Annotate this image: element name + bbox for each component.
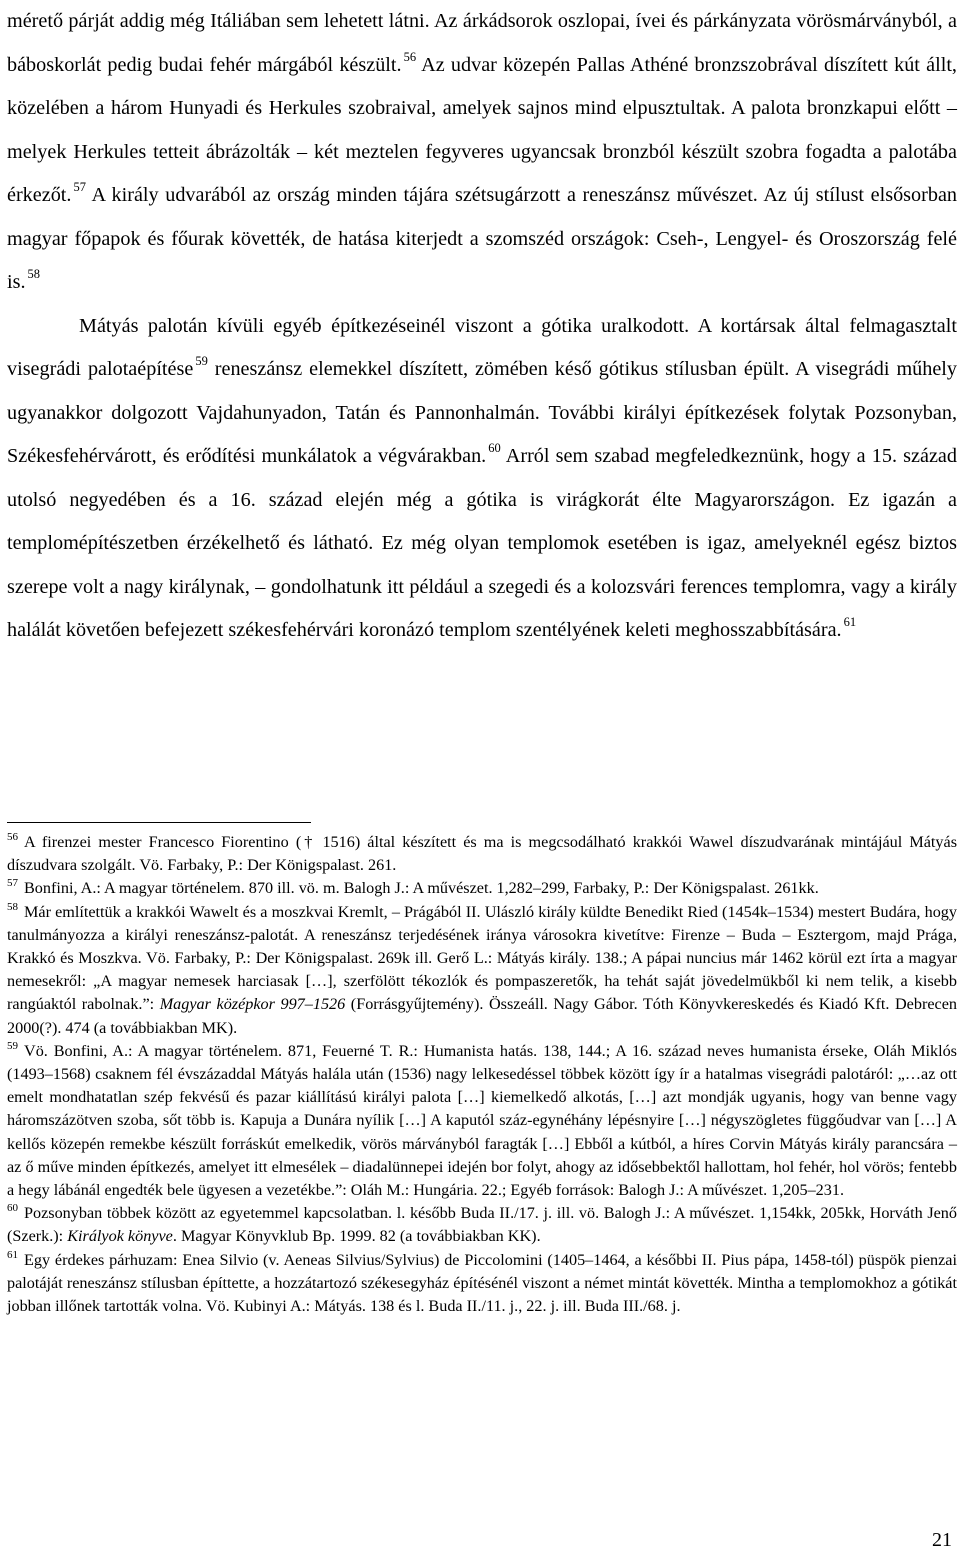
body-text-run: Arról sem szabad megfeledkeznünk, hogy a 15. század utolsó negyedében és a 16. század elején még a gótika is virágkorát élte Magyarországon. Ez igazán a templomépítészetben érzékelhető és látható. Ez még olyan templomok esetében is igaz, amelyeknél egész biztos szerepe volt a nagy királynak, – gondolhatunk itt például a szegedi és a kolozsvári ferences templomra, vagy a király halálát követően befejezett székesfehérvári koronázó templom szentélyének keleti meghosszabbítására. bbox=[7, 445, 957, 641]
footnote-book-title: Magyar középkor 997–1526 bbox=[159, 995, 346, 1014]
footnote-ref-56[interactable]: 56 bbox=[403, 49, 417, 64]
footnote-ref-60[interactable]: 60 bbox=[488, 441, 501, 455]
body-text-run: reneszánsz elemekkel díszített, zömében késő gótikus stílusban épült. A visegrádi műhely ugyanakkor dolgozott Vajdahunyadon, Tatán és Pannonhalmán. További királyi építkezések folytak Pozsonyban, Székesfehérvárott, és erődítési munkálatok a végvárakban. bbox=[7, 358, 958, 467]
paragraph bbox=[7, 0, 957, 305]
footnote-ref-61[interactable]: 61 bbox=[843, 615, 857, 629]
body-text-run: Mátyás palotán kívüli egyéb építkezéseinél viszont a gótika uralkodott. A kortársak által felmagasztalt visegrádi palotaépítése bbox=[7, 314, 957, 380]
footnote-57 bbox=[7, 877, 957, 900]
footnote-ref-57[interactable]: 57 bbox=[73, 180, 86, 194]
document-page bbox=[7, 0, 958, 1551]
footnote-number: 59 bbox=[7, 1039, 18, 1052]
footnote-ref-59[interactable]: 59 bbox=[195, 354, 208, 368]
footnote-separator bbox=[7, 822, 311, 823]
footnote-number: 60 bbox=[7, 1202, 18, 1215]
body-text-run: mérető párját addig még Itáliában sem lehetett látni. Az árkádsorok oszlopai, ívei és párkányzata vörösmárványból, a báboskorlát pedig budai fehér márgából készült. bbox=[7, 10, 957, 76]
footnote-text: A firenzei mester Francesco Fiorentino († 1516) által készített és ma is megcsodálható krakkói Wawel díszudvarának mintájául Mátyás díszudvara szolgált. Vö. Farbaky, P.: Der Königspalast. 261. bbox=[7, 833, 957, 875]
footnote-59 bbox=[7, 1040, 957, 1202]
footnote-56 bbox=[7, 831, 957, 877]
footnote-ref-58[interactable]: 58 bbox=[27, 267, 41, 281]
main-text bbox=[7, 0, 957, 653]
footnote-58 bbox=[7, 901, 957, 1040]
footnote-text: Egy érdekes párhuzam: Enea Silvio (v. Aeneas Silvius/Sylvius) de Piccolomini (1405–1464, a későbbi II. Pius pápa, 1458-tól) püspök pienzai palotáját reneszánsz stílusban építtette, a hozzátartozó székesegyház építésénél viszont a német mintát követték. Mintha a templomokhoz a gótikát jobban illőnek tartották volna. Vö. Kubinyi A.: Mátyás. 138 és l. Buda II./11. j., 22. j. ill. Buda III./68. j. bbox=[7, 1250, 957, 1316]
footnote-number: 58 bbox=[7, 900, 18, 913]
footnote-number: 57 bbox=[7, 877, 18, 890]
footnote-text: Pozsonyban többek között az egyetemmel kapcsolatban. l. később Buda II./17. j. ill. vö. Balogh J.: A művészet. 1,154kk, 205kk, Horváth Jenő (Szerk.): bbox=[7, 1204, 957, 1246]
footnote-text: Bonfini, A.: A magyar történelem. 870 ill. vö. m. Balogh J.: A művészet. 1,282–299, Farbaky, P.: Der Königspalast. 261kk. bbox=[24, 879, 819, 898]
footnote-60 bbox=[7, 1202, 957, 1248]
paragraph bbox=[7, 305, 957, 653]
page-number: 21 bbox=[932, 1529, 952, 1551]
footnote-text: Vö. Bonfini, A.: A magyar történelem. 871, Feuerné T. R.: Humanista hatás. 138, 144.; A 16. század neves humanista érseke, Oláh Miklós (1493–1568) csaknem fél évszázaddal Mátyás halála után (1536) nagy lelkesedéssel többek között így ír a hatalmas visegrádi palotáról: „…az ott emelt mondhatatlan szép fekvésű és pazar kiállítású királyi palota […] kiemelkedő alkotás, […] azt mondják ugyanis, hogy van benne vagy háromszázötven szoba, sőt több is. Kapuja a Dunára nyílik […] A kaputól száz-egynéhány lépésnyire […] négyszögletes függőudvar van […] A kellős közepén remekbe készült forráskút emelkedik, vörös márványból faragták […] Ebből a kútból, a híres Corvin Mátyás király parancsára – az ő műve minden építkezés, amelyet itt elmesélek – diadalünnepei idején bor folyt, ahogy az idősebbektől hallottam, hol fehér, hol vörös; fentebb a hegy lábánál engedték bele ügyesen a vezetékbe.”: Oláh M.: Hungária. 22.; Egyéb források: Balogh J.: A művészet. 1,205–231. bbox=[7, 1041, 957, 1200]
footnotes bbox=[7, 831, 957, 1318]
footnote-number: 56 bbox=[7, 831, 18, 843]
body-text-run: A király udvarából az ország minden tájára szétsugárzott a reneszánsz művészet. Az új stílust elsősorban magyar főpapok és főurak követték, de hatása kiterjedt a szomszéd országok: Cseh-, Lengyel- és Oroszország felé is. bbox=[7, 184, 957, 293]
footnote-text: (Forrásgyűjtemény). Összeáll. Nagy Gábor. Tóth Könyvkereskedés és Kiadó Kft. Debrecen 2000(?). 474 (a továbbiakban MK). bbox=[7, 995, 957, 1037]
footnote-number: 61 bbox=[7, 1248, 18, 1261]
footnote-text: Már említettük a krakkói Wawelt és a moszkvai Kremlt, – Prágából II. Ulászló király küldte Benedikt Ried (1454k–1534) mestert Budára, hogy tanulmányozza a királyi reneszánsz-palotát. A reneszánsz terjedésének iránya városokra kivetítve: Firenze – Buda – Esztergom, majd Prága, Krakkó és Moszkva. Vö. Farbaky, P.: Der Königspalast. 269k ill. Gerő L.: Mátyás király. 138.; A pápai nuncius már 1462 körül ezt írta a magyar nemesekről: „A magyar nemesek harciasak […], szerfölött tékozlók és pompaszeretők, ha tehát saját jövedelmükből ki nem telik, a kisebb rangúaktól rabolnak.”: bbox=[7, 902, 957, 1014]
footnote-book-title: Királyok könyve bbox=[67, 1227, 173, 1246]
footnote-61 bbox=[7, 1249, 957, 1319]
footnote-text: . Magyar Könyvklub Bp. 1999. 82 (a továbbiakban KK). bbox=[172, 1227, 541, 1246]
body-text-run: Az udvar közepén Pallas Athéné bronzszobrával díszített kút állt, közelében a három Hunyadi és Herkules szobraival, amelyek sajnos mind elpusztultak. A palota bronzkapui előtt – melyek Herkules tetteit ábrázolták – két meztelen fegyveres ugyancsak bronzból készült szobra fogadta a palotába érkezőt. bbox=[7, 53, 957, 206]
